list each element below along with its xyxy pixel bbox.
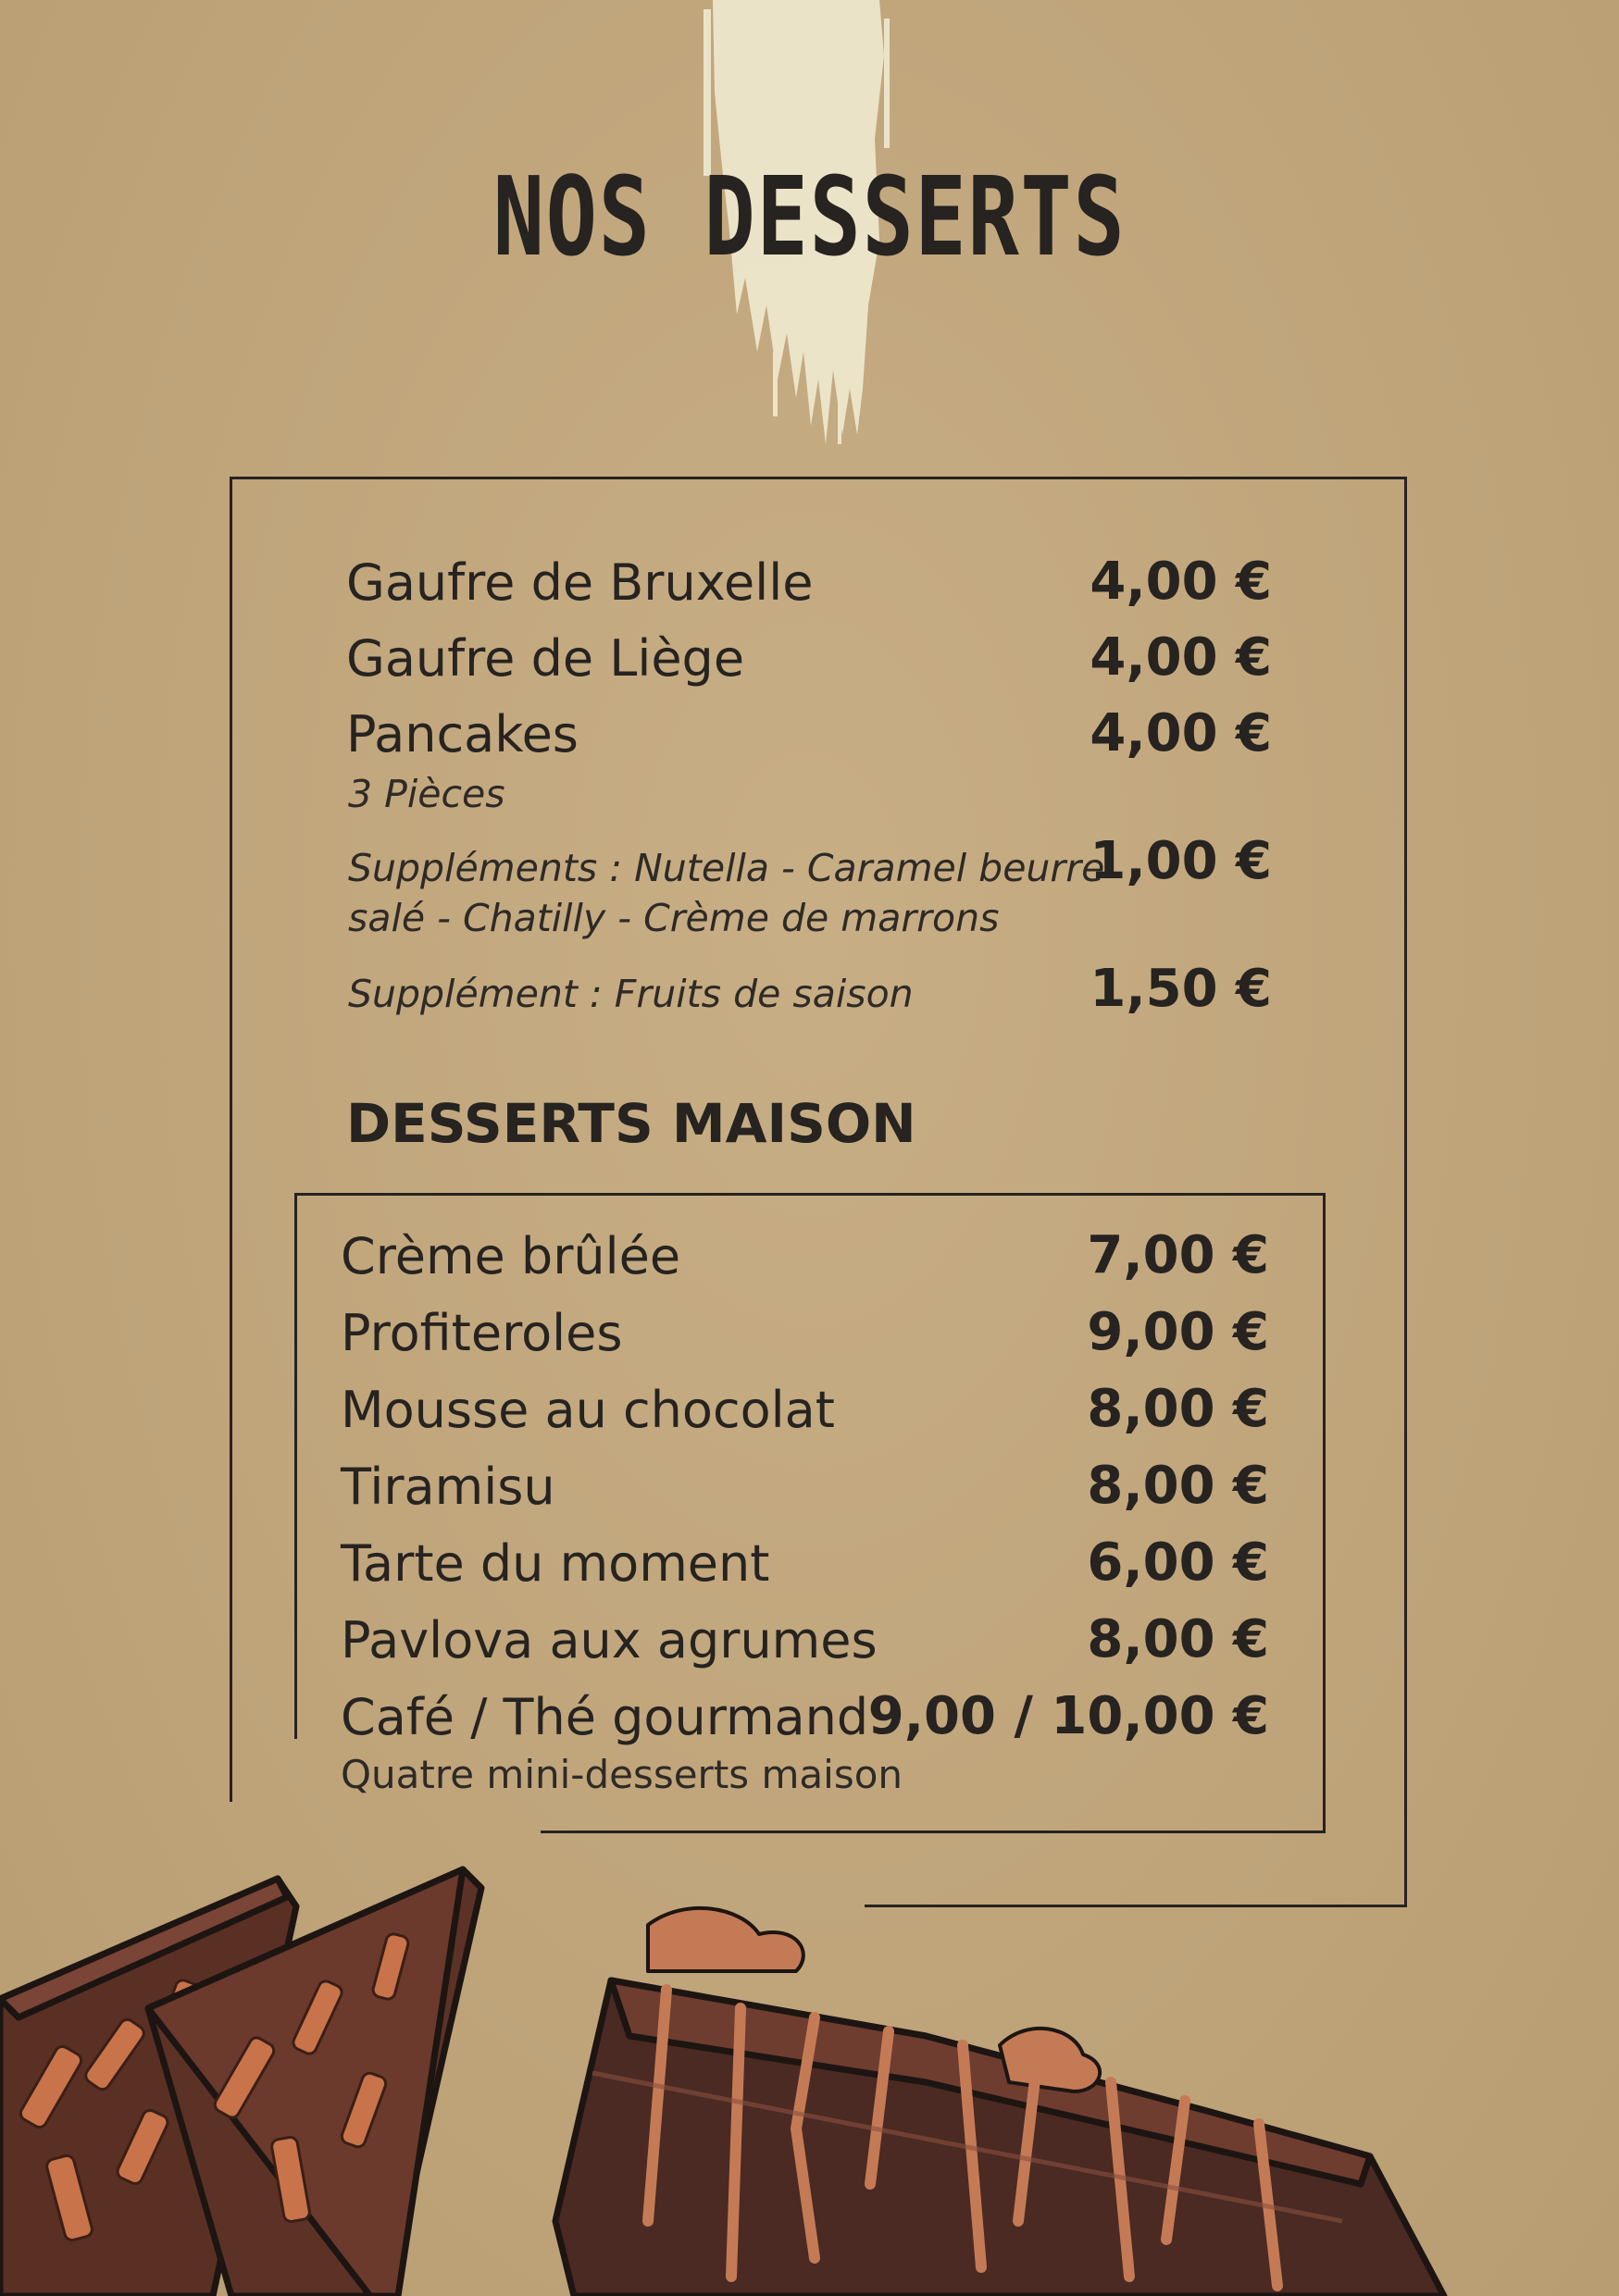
maison-item-name: Tarte du moment [341, 1534, 770, 1593]
maison-item-description: Quatre mini-desserts maison [341, 1752, 903, 1797]
menu-item-name: Gaufre de Liège [346, 629, 745, 688]
menu-item-price: 4,00 € [1090, 703, 1272, 763]
supplement-label: Supplément : Fruits de saison [348, 972, 914, 1016]
supplement-label: Suppléments : Nutella - Caramel beurre [348, 846, 1105, 890]
maison-item-name: Profiteroles [341, 1304, 623, 1362]
maison-item-price: 6,00 € [1087, 1533, 1269, 1593]
maison-item-price: 8,00 € [1087, 1456, 1269, 1516]
maison-item-price: 8,00 € [1087, 1609, 1269, 1669]
menu-item-price: 4,00 € [1090, 627, 1272, 688]
section-heading: DESSERTS MAISON [346, 1092, 916, 1155]
maison-item-name: Mousse au chocolat [341, 1381, 835, 1439]
chocolate-cake-right [555, 1908, 1444, 2296]
chocolate-cake-illustration [0, 1832, 1619, 2296]
maison-item-price: 9,00 / 10,00 € [867, 1686, 1269, 1746]
outer-frame-right-border [1404, 477, 1407, 1907]
outer-frame-top-border [230, 477, 1407, 479]
menu-item-name: Gaufre de Bruxelle [346, 553, 814, 612]
maison-item-price: 8,00 € [1087, 1379, 1269, 1439]
supplement-label: salé - Chatilly - Crème de marrons [348, 896, 1000, 940]
supplement-price: 1,50 € [1090, 959, 1272, 1019]
inner-frame-left-border [294, 1193, 297, 1739]
page-title: NOS DESSERTS [492, 153, 1127, 280]
outer-frame-left-border [230, 477, 232, 1802]
supplement-price: 1,00 € [1090, 831, 1272, 891]
inner-frame-right-border [1323, 1193, 1326, 1833]
maison-item-price: 7,00 € [1087, 1225, 1269, 1285]
menu-item-subtitle: 3 Pièces [348, 772, 505, 816]
maison-item-price: 9,00 € [1087, 1302, 1269, 1362]
inner-frame-top-border [294, 1193, 1326, 1196]
maison-item-name: Pavlova aux agrumes [341, 1611, 878, 1669]
menu-item-name: Pancakes [346, 705, 579, 763]
maison-item-name: Tiramisu [341, 1458, 555, 1516]
menu-item-price: 4,00 € [1090, 552, 1272, 612]
maison-item-name: Café / Thé gourmand [341, 1688, 869, 1746]
maison-item-name: Crème brûlée [341, 1227, 681, 1285]
